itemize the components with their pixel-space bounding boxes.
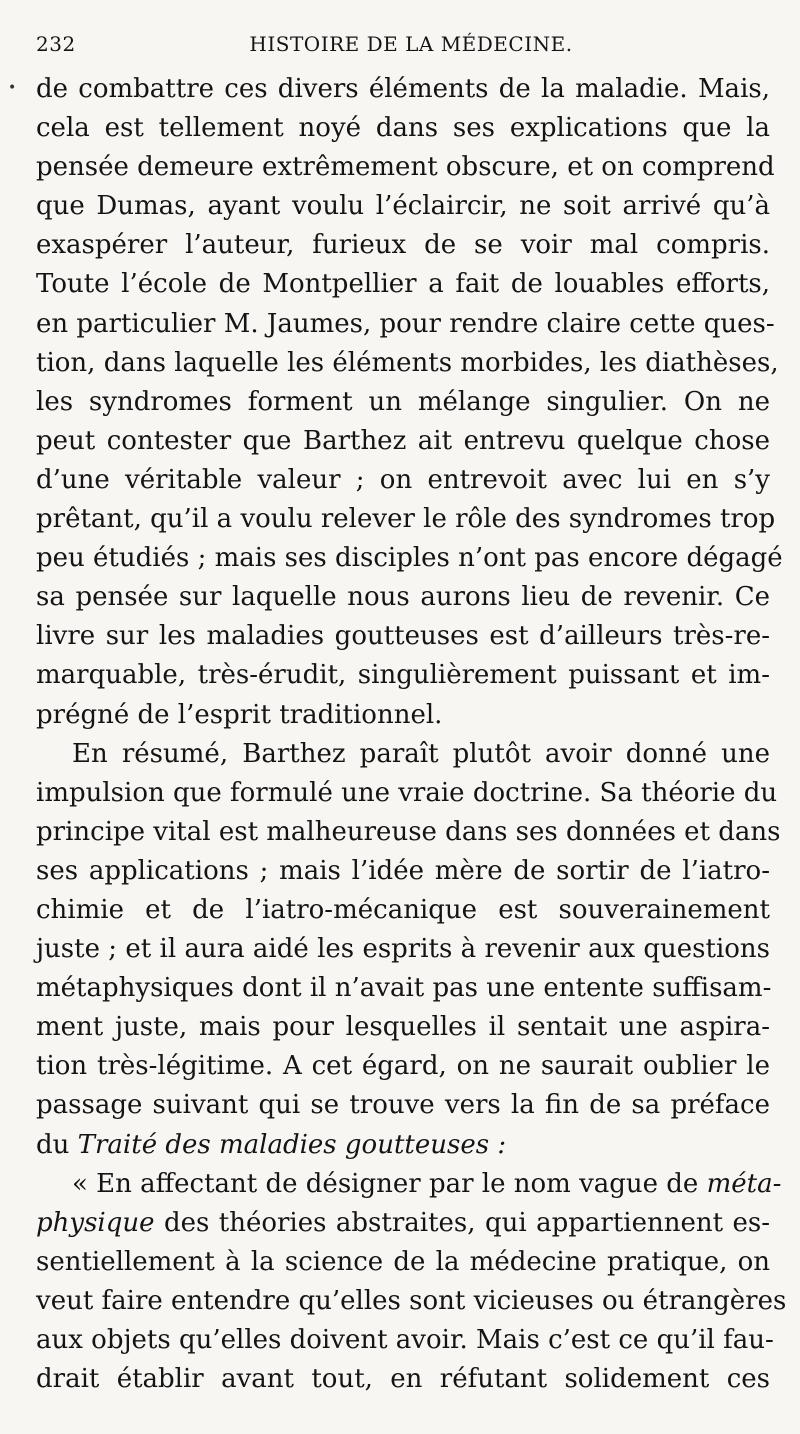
text-line: métaphysiques dont il n’avait pas une entente suffisam- [36, 973, 772, 1004]
text-line: que Dumas, ayant voulu l’éclaircir, ne soit arrivé qu’à [36, 191, 770, 222]
text-line: prêtant, qu’il a voulu relever le rôle des syndromes trop [36, 504, 776, 535]
text-line: chimie et de l’iatro-mécanique est souverainement [36, 894, 770, 925]
page-body [36, 70, 787, 1399]
text-line: ses applications ; mais l’idée mère de sortir de l’iatro- [36, 855, 770, 886]
text-line [36, 1204, 770, 1243]
text-line: tion, dans laquelle les éléments morbides, les diathèses, [36, 347, 779, 378]
text-line: marquable, très-érudit, singulièrement puissant et im- [36, 660, 770, 691]
text-line: passage suivant qui se trouve vers la fin de sa préface [36, 1090, 770, 1121]
text-line: peut contester que Barthez ait entrevu quelque chose [36, 425, 770, 456]
italic-word: méta- [706, 1168, 782, 1199]
text-line: sa pensée sur laquelle nous aurons lieu de revenir. Ce [36, 582, 770, 613]
text-line [36, 1126, 770, 1165]
text-fragment: des théories abstraites, qui appartiennent es- [154, 1207, 770, 1238]
text-line: exaspérer l’auteur, furieux de se voir mal compris. [36, 230, 770, 261]
page-number: 232 [36, 32, 76, 56]
text-line: prégné de l’esprit traditionnel. [36, 699, 443, 730]
text-fragment: « En affectant de désigner par le nom vague de [72, 1168, 707, 1199]
text-line: drait établir avant tout, en réfutant solidement ces [36, 1364, 770, 1395]
text-line: de combattre ces divers éléments de la maladie. Mais, [36, 74, 770, 104]
text-line [36, 1165, 782, 1204]
text-line: principe vital est malheureuse dans ses données et dans [36, 816, 781, 847]
text-line: peu étudiés ; mais ses disciples n’ont pas encore dégagé [36, 543, 783, 574]
text-line: en particulier M. Jaumes, pour rendre claire cette ques- [36, 308, 775, 339]
text-line: aux objets qu’elles doivent avoir. Mais c’est ce qu’il fau- [36, 1325, 774, 1355]
text-line: les syndromes forment un mélange singulier. On ne [36, 386, 770, 417]
text-line: pensée demeure extrêmement obscure, et on comprend [36, 152, 775, 183]
stray-mark: • [8, 80, 17, 96]
text-fragment: du [36, 1129, 78, 1160]
italic-word: physique [36, 1207, 155, 1238]
text-line: d’une véritable valeur ; on entrevoit avec lui en s’y [36, 464, 770, 495]
text-line: ment juste, mais pour lesquelles il sentait une aspira- [36, 1012, 770, 1043]
text-line: impulsion que formulé une vraie doctrine. Sa théorie du [36, 777, 778, 808]
text-line: Toute l’école de Montpellier a fait de louables efforts, [36, 269, 770, 300]
text-line: sentiellement à la science de la médecine pratique, on [36, 1246, 770, 1277]
text-line: En résumé, Barthez paraît plutôt avoir donné une [72, 738, 770, 769]
page-header [36, 32, 776, 62]
italic-title: Traité des maladies goutteuses : [77, 1129, 507, 1160]
text-line: tion très-légitime. A cet égard, on ne saurait oublier le [36, 1051, 770, 1082]
text-line: juste ; et il aura aidé les esprits à revenir aux questions [36, 934, 770, 965]
text-line: cela est tellement noyé dans ses explications que la [36, 113, 770, 144]
text-line: veut faire entendre qu’elles sont vicieuses ou étrangères [36, 1285, 787, 1316]
running-title: HISTOIRE DE LA MÉDECINE. [249, 32, 573, 56]
text-line: livre sur les maladies goutteuses est d’ailleurs très-re- [36, 621, 770, 652]
